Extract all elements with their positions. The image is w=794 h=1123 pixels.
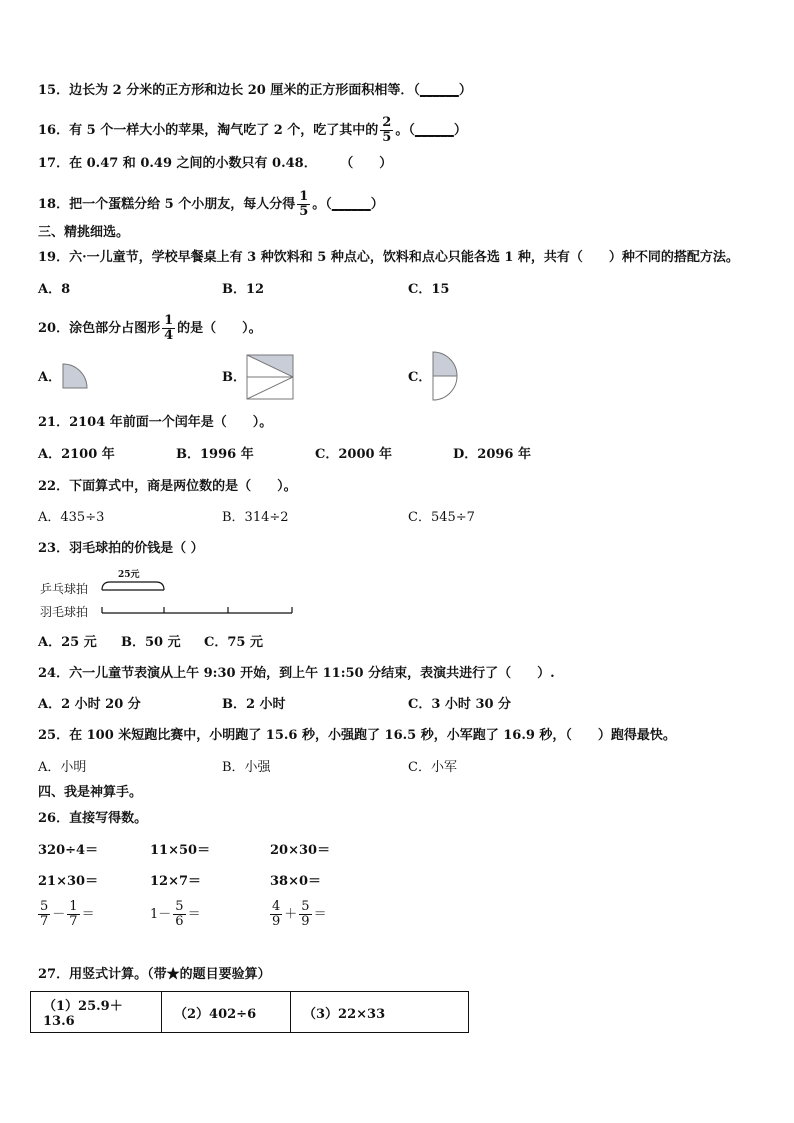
question-24: 24．六一儿童节表演从上午 9:30 开始，到上午 11:50 分结束，表演共进行了（ ）. (38, 666, 555, 681)
fraction: $\frac{2}{5}$ (382, 115, 392, 145)
calc-item: 320÷4＝ (38, 843, 99, 858)
option-a[interactable]: A．2 小时 20 分 (38, 697, 141, 712)
option-c[interactable]: C．15 (408, 282, 450, 297)
option-c[interactable]: C． (408, 370, 432, 385)
option-b[interactable]: B．314÷2 (222, 510, 289, 525)
option-c[interactable]: C．545÷7 (408, 510, 475, 525)
question-21: 21．2104 年前面一个闰年是（ ）。 (38, 415, 273, 430)
segment-diagram (100, 580, 296, 620)
option-c[interactable]: C．75 元 (204, 635, 263, 650)
question-26: 26．直接写得数。 (38, 811, 148, 826)
option-b[interactable]: B．12 (222, 282, 265, 297)
calc-item-fraction: $\frac{5}{7}$ － $\frac{1}{7}$ ＝ (40, 899, 95, 929)
question-17: 17．在 0.47 和 0.49 之间的小数只有 0.48． （ ） (38, 156, 393, 171)
calc-item: 12×7＝ (150, 874, 202, 889)
option-a[interactable]: A．8 (38, 282, 71, 297)
question-15: 15．边长为 2 分米的正方形和边长 20 厘米的正方形面积相等．（______） (38, 83, 472, 98)
question-18: 18．把一个蛋糕分给 5 个小朋友，每人分得 $\frac{1}{5}$ 。（______） (38, 189, 384, 219)
section-heading: 三、精挑细选。 (38, 225, 130, 240)
calc-cell[interactable]: （3）22×33 (291, 992, 469, 1033)
option-a[interactable]: A．435÷3 (38, 510, 105, 525)
answer-paren[interactable]: （ ） (346, 156, 393, 171)
option-c[interactable]: C．2000 年 (315, 447, 393, 462)
calc-cell[interactable]: （2）402÷6 (162, 992, 291, 1033)
option-c[interactable]: C．3 小时 30 分 (408, 697, 512, 712)
option-a[interactable]: A．小明 (38, 760, 87, 775)
calc-item-fraction: $\frac{4}{9}$ ＋ $\frac{5}{9}$ ＝ (272, 899, 327, 929)
section-heading: 四、我是神算手。 (38, 785, 143, 800)
calc-cell[interactable]: （1）25.9＋13.6 (31, 992, 162, 1033)
diagram-label-pingpong: 乒乓球拍 (40, 582, 89, 596)
calc-item: 21×30＝ (38, 874, 99, 889)
calc-item: 11×50＝ (150, 843, 211, 858)
option-b[interactable]: B．50 元 (121, 635, 181, 650)
square-divided-shape (246, 354, 294, 400)
option-d[interactable]: D．2096 年 (453, 447, 531, 462)
option-b[interactable]: B． (222, 370, 246, 385)
option-c[interactable]: C．小军 (408, 760, 457, 775)
question-23: 23．羽毛球拍的价钱是（ ） (38, 541, 204, 556)
semicircle-shape (431, 351, 459, 401)
calc-item: 20×30＝ (270, 843, 331, 858)
option-a[interactable]: A．2100 年 (38, 447, 115, 462)
question-22: 22．下面算式中，商是两位数的是（ ）。 (38, 479, 297, 494)
question-25: 25．在 100 米短跑比赛中，小明跑了 15.6 秒，小强跑了 16.5 秒，小军跑了 16.9 秒，（ ）跑得最快。 (38, 728, 676, 743)
option-a[interactable]: A．25 元 (38, 635, 97, 650)
vertical-calc-table (30, 991, 469, 1033)
quarter-circle-shape (62, 363, 88, 389)
option-b[interactable]: B．小强 (222, 760, 271, 775)
fraction: $\frac{1}{4}$ (164, 313, 174, 343)
question-27: 27．用竖式计算。（带★的题目要验算） (38, 967, 271, 982)
answer-blank[interactable]: ______ (419, 83, 459, 98)
answer-blank[interactable]: ______ (414, 123, 454, 138)
diagram-label-badminton: 羽毛球拍 (40, 605, 89, 619)
calc-item: 38×0＝ (270, 874, 322, 889)
question-16: 16．有 5 个一样大小的苹果，淘气吃了 2 个，吃了其中的 $\frac{2}{5}$ 。（______） (38, 115, 467, 145)
fraction: $\frac{1}{5}$ (299, 189, 309, 219)
calc-item-fraction: 1－ $\frac{5}{6}$ ＝ (150, 899, 201, 929)
option-b[interactable]: B．1996 年 (176, 447, 254, 462)
question-20: 20．涂色部分占图形 $\frac{1}{4}$ 的是（ ）。 (38, 313, 262, 343)
option-a[interactable]: A． (38, 370, 62, 385)
option-b[interactable]: B．2 小时 (222, 697, 286, 712)
question-19: 19．六·一儿童节，学校早餐桌上有 3 种饮料和 5 种点心，饮料和点心只能各选 1 种，共有（ ）种不同的搭配方法。 (38, 250, 739, 265)
diagram-price-label: 25元 (118, 570, 140, 580)
answer-blank[interactable]: ______ (331, 197, 371, 212)
